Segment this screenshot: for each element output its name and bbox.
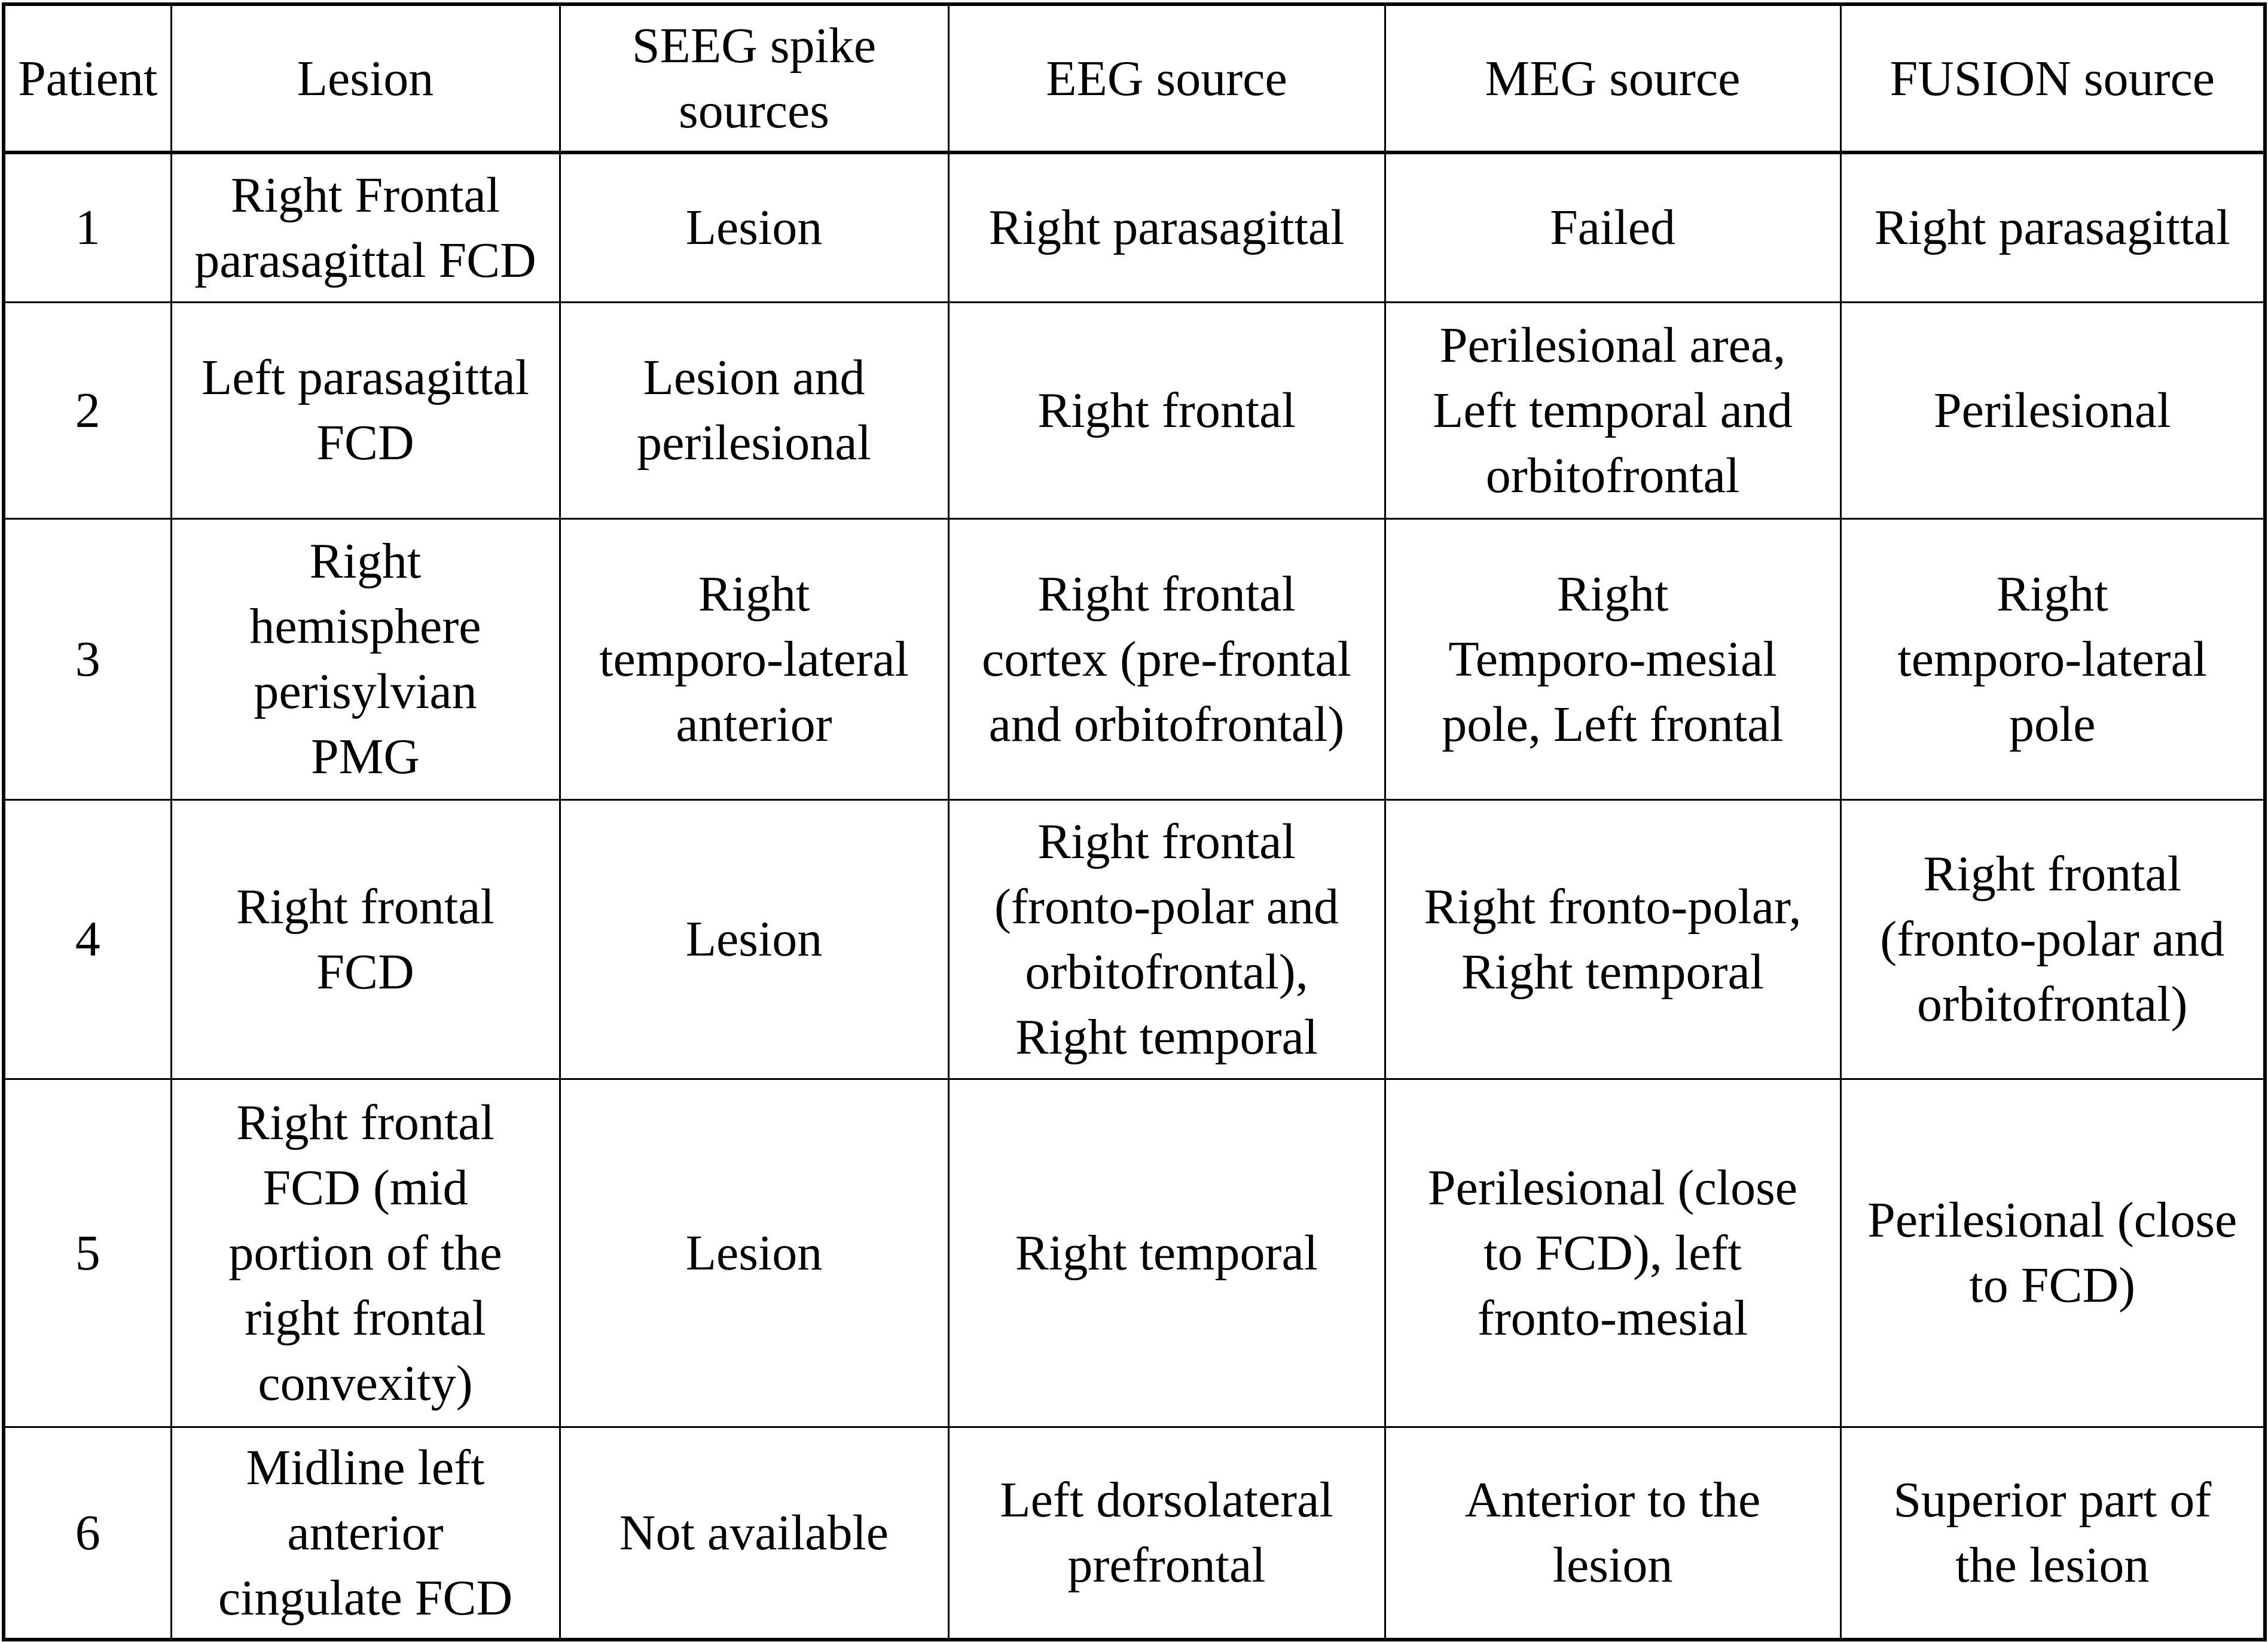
cell-seeg: Lesion: [560, 1079, 948, 1427]
table-row: [4, 799, 2265, 1079]
cell-eeg: Left dorsolateral prefrontal: [948, 1427, 1385, 1640]
cell-eeg: Right parasagittal: [948, 152, 1385, 302]
cell-patient: 3: [4, 518, 171, 799]
cell-patient: 5: [4, 1079, 171, 1427]
header-eeg: EEG source: [948, 4, 1385, 152]
table-row: [4, 152, 2265, 302]
header-row: [4, 4, 2265, 152]
table-row: [4, 302, 2265, 518]
cell-meg: Perilesional (close to FCD), left fronto-mesial: [1385, 1079, 1840, 1427]
cell-seeg: Lesion: [560, 152, 948, 302]
cell-meg: Right fronto-polar, Right temporal: [1385, 799, 1840, 1079]
cell-seeg: Right temporo-lateral anterior: [560, 518, 948, 799]
header-patient: Patient: [4, 4, 171, 152]
cell-lesion: Left parasagittal FCD: [171, 302, 560, 518]
table-row: [4, 518, 2265, 799]
cell-eeg: Right temporal: [948, 1079, 1385, 1427]
cell-fusion: Superior part of the lesion: [1840, 1427, 2265, 1640]
table-row: [4, 1427, 2265, 1640]
cell-lesion: Right Frontal parasagittal FCD: [171, 152, 560, 302]
cell-eeg: Right frontal (fronto-polar and orbitofrontal), Right temporal: [948, 799, 1385, 1079]
cell-meg: Right Temporo-mesial pole, Left frontal: [1385, 518, 1840, 799]
cell-patient: 4: [4, 799, 171, 1079]
cell-fusion: Right temporo-lateral pole: [1840, 518, 2265, 799]
header-fusion: FUSION source: [1840, 4, 2265, 152]
cell-patient: 1: [4, 152, 171, 302]
cell-fusion: Perilesional: [1840, 302, 2265, 518]
cell-fusion: Perilesional (close to FCD): [1840, 1079, 2265, 1427]
cell-lesion: Midline left anterior cingulate FCD: [171, 1427, 560, 1640]
cell-meg: Anterior to the lesion: [1385, 1427, 1840, 1640]
header-lesion: Lesion: [171, 4, 560, 152]
results-table: [2, 2, 2267, 1641]
cell-meg: Perilesional area, Left temporal and orbitofrontal: [1385, 302, 1840, 518]
cell-eeg: Right frontal cortex (pre-frontal and orbitofrontal): [948, 518, 1385, 799]
cell-lesion: Right frontal FCD (mid portion of the right frontal convexity): [171, 1079, 560, 1427]
cell-seeg: Not available: [560, 1427, 948, 1640]
cell-fusion: Right parasagittal: [1840, 152, 2265, 302]
cell-meg: Failed: [1385, 152, 1840, 302]
table-row: [4, 1079, 2265, 1427]
header-seeg: SEEG spike sources: [560, 4, 948, 152]
cell-fusion: Right frontal (fronto-polar and orbitofrontal): [1840, 799, 2265, 1079]
cell-patient: 6: [4, 1427, 171, 1640]
cell-seeg: Lesion: [560, 799, 948, 1079]
cell-eeg: Right frontal: [948, 302, 1385, 518]
cell-lesion: Right hemisphere perisylvian PMG: [171, 518, 560, 799]
header-meg: MEG source: [1385, 4, 1840, 152]
cell-lesion: Right frontal FCD: [171, 799, 560, 1079]
cell-patient: 2: [4, 302, 171, 518]
cell-seeg: Lesion and perilesional: [560, 302, 948, 518]
